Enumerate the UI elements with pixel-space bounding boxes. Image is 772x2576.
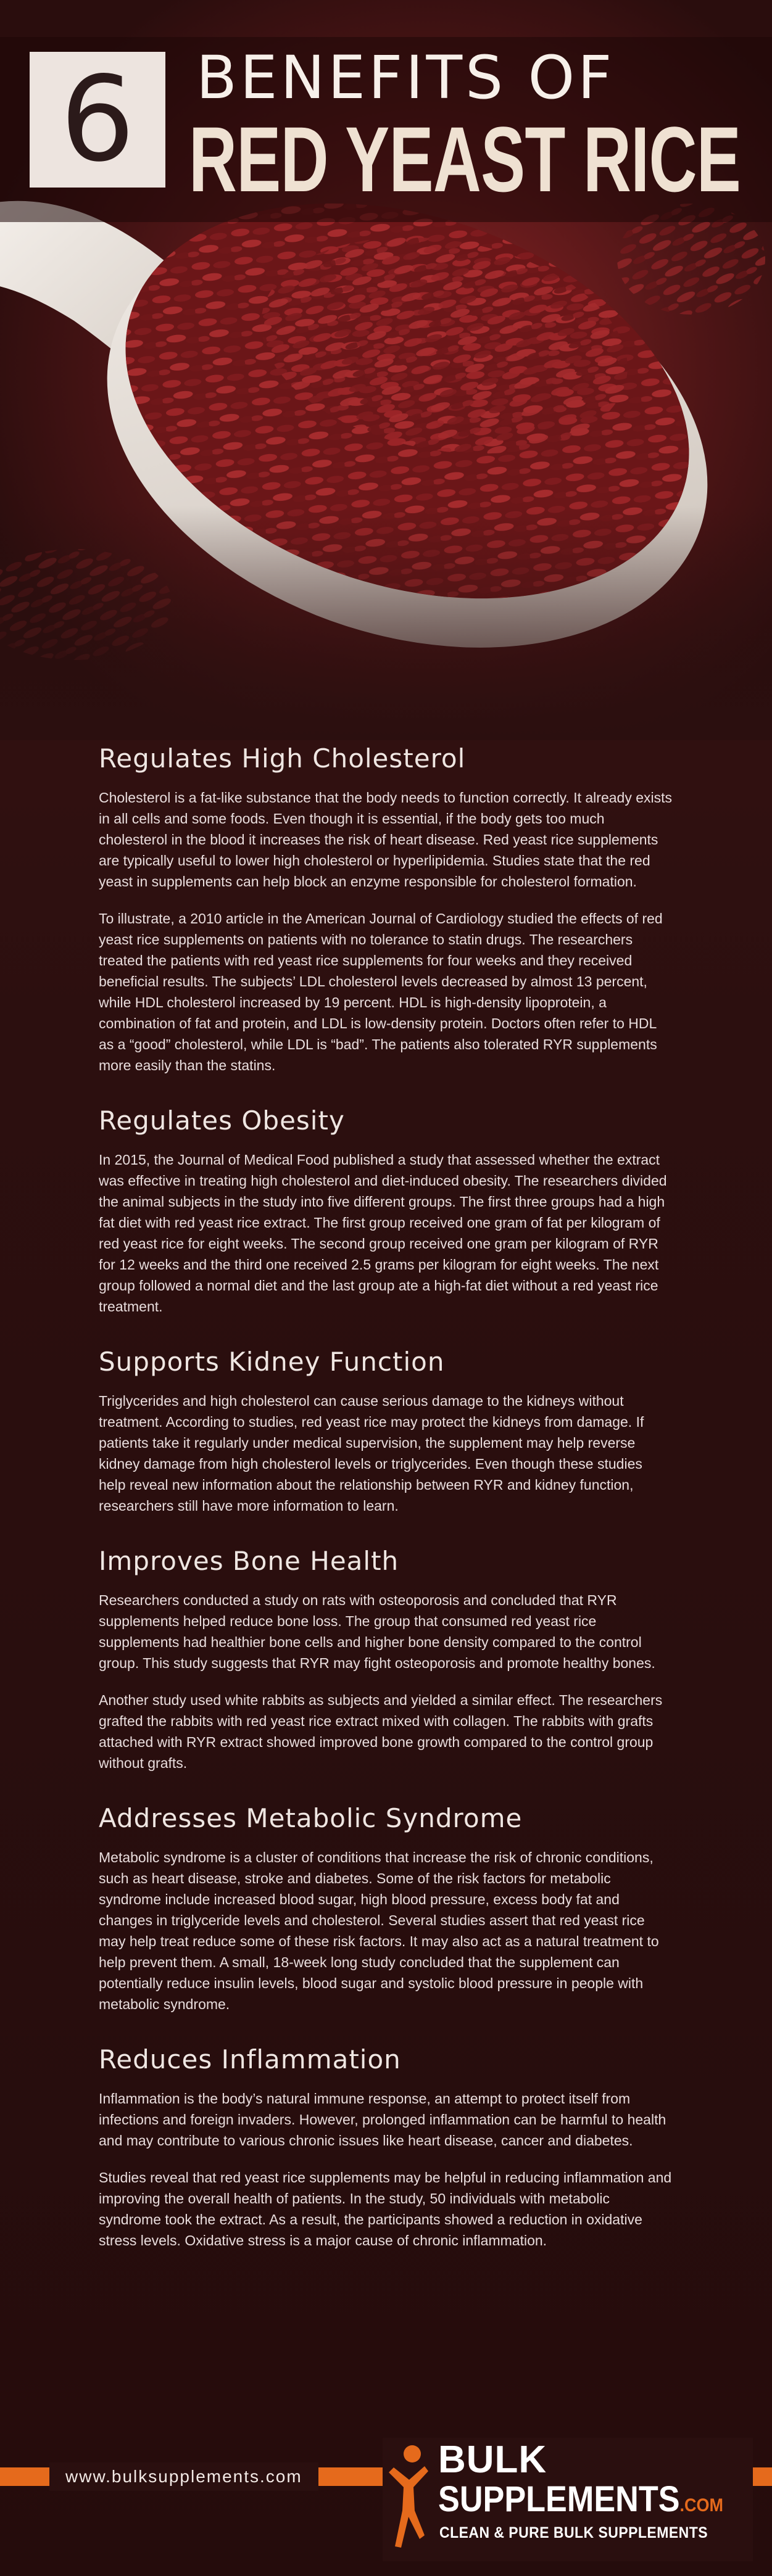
section-paragraph: Inflammation is the body’s natural immune response, an attempt to protect itself from infections and foreign invaders. However, prolonged inflammation can be harmful to health and may contribute to various chronic issues like heart disease, cancer and diabetes.	[99, 2091, 666, 2149]
brand-tagline: CLEAN & PURE BULK SUPPLEMENTS	[439, 2524, 708, 2541]
section-heading: Improves Bone Health	[99, 1546, 399, 1576]
section-paragraph: Studies reveal that red yeast rice supplements may be helpful in reducing inflammation and improving the overall health of patients. In the study, 50 individuals with metabolic syndrome took the extract. As a result, the participants showed a reduction in oxidative stress levels. Oxidative stress is a major cause of chronic inflammation.	[99, 2169, 672, 2248]
section-metabolic	[99, 1803, 673, 2015]
section-obesity	[99, 1105, 673, 1317]
title-line-1: BENEFITS OF	[196, 43, 615, 112]
hero-section	[0, 0, 772, 740]
brand-name-line-1: BULK	[438, 2438, 547, 2481]
section-kidney	[99, 1347, 673, 1516]
website-link[interactable]	[49, 2462, 318, 2491]
section-paragraph: Metabolic syndrome is a cluster of conditions that increase the risk of chronic conditions, such as heart disease, stroke and diabetes. Some of the risk factors for metabolic syndrome include increased blood sugar, high blood pressure, excess body fat and changes in triglyceride levels and cholesterol. Several studies assert that red yeast rice may help treat reduce some of these risk factors. It may also act as a natural treatment to help prevent them. A small, 18-week long study concluded that the supplement can potentially reduce insulin levels, blood sugar and systolic blood pressure in people with metabolic syndrome.	[99, 1849, 659, 2012]
title-line-2: RED YEAST RICE	[189, 107, 741, 211]
section-paragraph: To illustrate, a 2010 article in the American Journal of Cardiology studied the effects of red yeast rice supplements on patients with no tolerance to statin drugs. The researchers treated the patients with red yeast rice supplements for four weeks and they received beneficial results. The subjects’ LDL cholesterol levels decreased by almost 13 percent, while HDL cholesterol increased by 19 percent. HDL is high-density lipoprotein, a combination of fat and protein, and LDL is low-density protein. Doctors often refer to HDL as a “good” cholesterol, while LDL is “bad”. The patients also tolerated RYR supplements more easily than the statins.	[99, 910, 663, 1073]
benefit-count-badge	[30, 52, 165, 188]
section-paragraph: Another study used white rabbits as subjects and yielded a similar effect. The researchers grafted the rabbits with red yeast rice extract mixed with collagen. The rabbits with grafts attached with RYR extract showed improved bone growth compared to the control group without grafts.	[99, 1692, 663, 1771]
benefits-content	[99, 743, 673, 2281]
section-heading: Addresses Metabolic Syndrome	[99, 1803, 523, 1833]
brand-suffix: .COM	[679, 2495, 724, 2516]
section-inflammation	[99, 2044, 673, 2251]
section-heading: Regulates High Cholesterol	[99, 743, 466, 774]
section-heading: Regulates Obesity	[99, 1105, 345, 1136]
section-paragraph: In 2015, the Journal of Medical Food published a study that assessed whether the extract was effective in treating high cholesterol and diet-induced obesity. The researchers divided the animal subjects in the study into five different groups. The first three groups had a high fat diet with red yeast rice extract. The first group received one gram of fat per kilogram of red yeast rice for eight weeks. The second group received one gram per kilogram of RYR for 12 weeks and the third one received 2.5 grams per kilogram for eight weeks. The next group followed a normal diet and the last group ate a high-fat diet without a red yeast rice treatment.	[99, 1152, 667, 1315]
website-url[interactable]: www.bulksupplements.com	[65, 2467, 302, 2486]
section-heading: Reduces Inflammation	[99, 2044, 401, 2074]
section-cholesterol	[99, 743, 673, 1076]
section-heading: Supports Kidney Function	[99, 1347, 445, 1377]
benefit-count: 6	[60, 51, 135, 188]
brand-word: SUPPLEMENTS	[438, 2479, 680, 2519]
brand-name-line-2	[438, 2479, 723, 2520]
footer	[0, 2424, 772, 2576]
athlete-figure-icon	[388, 2443, 431, 2560]
section-paragraph: Triglycerides and high cholesterol can cause serious damage to the kidneys without treatment. According to studies, red yeast rice may protect the kidneys from damage. If patients take it regularly under medical supervision, the supplement may help reverse kidney damage from high cholesterol levels or triglycerides. Even though these studies help reveal new information about the relationship between RYR and kidney function, researchers still have more information to learn.	[99, 1393, 644, 1514]
section-paragraph: Cholesterol is a fat-like substance that the body needs to function correctly. It already exists in all cells and some foods. Even though it is essential, if the body gets too much cholesterol in the blood it increases the risk of heart disease. Red yeast rice supplements are typically useful to lower high cholesterol or hyperlipidemia. Studies state that the red yeast in supplements can help block an enzyme responsible for cholesterol formation.	[99, 790, 672, 890]
section-paragraph: Researchers conducted a study on rats with osteoporosis and concluded that RYR supplements helped reduce bone loss. The group that consumed red yeast rice supplements had healthier bone cells and higher bone density compared to the control group. This study suggests that RYR may fight osteoporosis and promote healthy bones.	[99, 1592, 655, 1671]
brand-logo[interactable]	[383, 2438, 753, 2561]
section-bone-health	[99, 1546, 673, 1773]
